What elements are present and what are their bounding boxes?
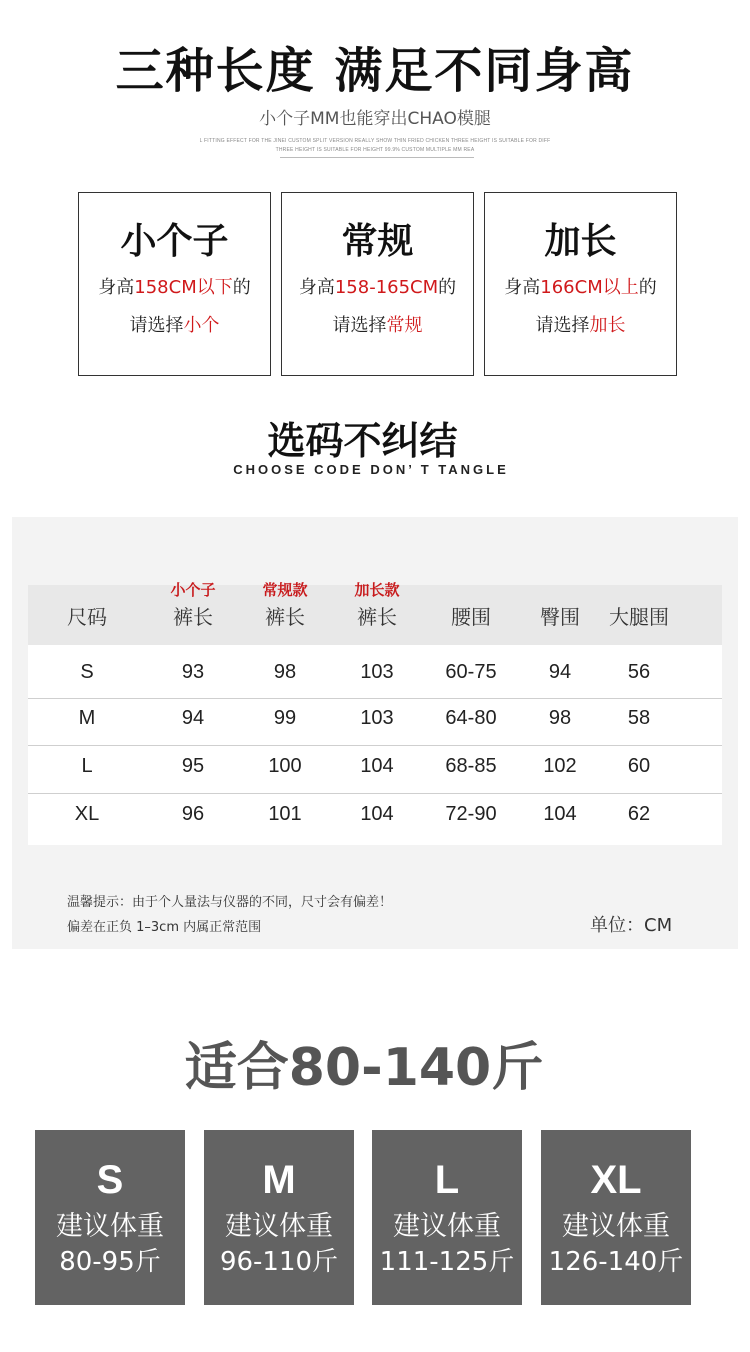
- length-option-title: 加长: [544, 221, 617, 262]
- size-cell: M: [78, 707, 96, 729]
- length-option-height: 身高166CM以上的: [504, 277, 657, 298]
- table-cell: 94: [548, 661, 572, 683]
- size-cell: L: [81, 755, 93, 777]
- table-cell: 104: [360, 803, 394, 825]
- weight-card-range: 80-95斤: [59, 1247, 161, 1277]
- table-cell: 101: [268, 803, 302, 825]
- table-cell: 56: [627, 661, 651, 683]
- length-option-height: 身高158-165CM的: [298, 277, 457, 298]
- weight-section-title: 适合80-140斤: [184, 1038, 544, 1098]
- table-cell: 68-85: [445, 755, 497, 777]
- length-option-height: 身高158CM以下的: [98, 277, 251, 298]
- length-option-choice: 请选择常规: [332, 315, 423, 336]
- table-cell: 93: [181, 661, 205, 683]
- row-divider: [28, 698, 722, 699]
- header-divider: [280, 157, 474, 158]
- table-cell: 60-75: [445, 661, 497, 683]
- length-tag: 小个子: [170, 581, 216, 599]
- weight-card-range: 96-110斤: [219, 1247, 339, 1277]
- weight-card-range: 126-140斤: [548, 1247, 684, 1277]
- length-tag: 加长款: [354, 581, 400, 599]
- column-header: 裤长: [173, 605, 213, 629]
- table-cell: 94: [181, 707, 205, 729]
- weight-card-label: 建议体重: [393, 1211, 501, 1242]
- weight-card-size: XL: [590, 1158, 642, 1202]
- table-cell: 60: [627, 755, 651, 777]
- measurement-note: 温馨提示：由于个人量法与仪器的不同，尺寸会有偏差！: [67, 895, 393, 910]
- table-cell: 98: [273, 661, 297, 683]
- fine-print-line-1: L FITTING EFFECT FOR THE JINEI CUSTOM SPLIT VERSION REALLY SHOW THIN FRIED CHICKEN THREE HEIGHT IS SUITABLE FOR DIFF: [199, 138, 551, 144]
- page-subtitle: 小个子MM也能穿出CHAO模腿: [259, 109, 491, 129]
- weight-card-size: M: [262, 1158, 296, 1202]
- column-header: 臀围: [540, 605, 580, 629]
- weight-card-l: [372, 1130, 522, 1305]
- page-title: 三种长度 满足不同身高: [115, 43, 635, 99]
- tolerance-note: 偏差在正负 1–3cm 内属正常范围: [67, 920, 262, 935]
- size-cell: XL: [74, 803, 100, 825]
- weight-card-xl: [541, 1130, 691, 1305]
- size-section-title: 选码不纠结: [267, 419, 458, 463]
- table-cell: 98: [548, 707, 572, 729]
- table-cell: 102: [543, 755, 577, 777]
- length-option-title: 小个子: [120, 221, 229, 262]
- column-header: 大腿围: [609, 605, 669, 629]
- fine-print-line-2: THREE HEIGHT IS SUITABLE FOR HEIGHT 99.9% CUSTOM MULTIPLE MM REA: [275, 147, 475, 153]
- length-option-petite: [78, 192, 271, 376]
- column-header: 腰围: [451, 605, 491, 629]
- unit-label: 单位：CM: [590, 915, 673, 936]
- weight-card-label: 建议体重: [225, 1211, 333, 1242]
- table-cell: 95: [181, 755, 205, 777]
- length-option-choice: 请选择小个: [129, 315, 220, 336]
- weight-card-size: S: [96, 1158, 124, 1202]
- weight-card-label: 建议体重: [562, 1211, 670, 1242]
- length-tag: 常规款: [262, 581, 308, 599]
- length-option-title: 常规: [341, 221, 414, 262]
- row-divider: [28, 793, 722, 794]
- weight-card-label: 建议体重: [56, 1211, 164, 1242]
- table-cell: 99: [273, 707, 297, 729]
- column-header: 尺码: [67, 605, 107, 629]
- size-section-subtitle: CHOOSE CODE DON’ T TANGLE: [233, 462, 509, 477]
- weight-card-size: L: [434, 1158, 460, 1202]
- length-option-long: [484, 192, 677, 376]
- table-cell: 62: [627, 803, 651, 825]
- column-header: 裤长: [357, 605, 397, 629]
- row-divider: [28, 745, 722, 746]
- weight-card-m: [204, 1130, 354, 1305]
- table-cell: 58: [627, 707, 651, 729]
- table-cell: 104: [360, 755, 394, 777]
- table-cell: 104: [543, 803, 577, 825]
- weight-card-s: [35, 1130, 185, 1305]
- size-table: [28, 581, 722, 845]
- weight-card-range: 111-125斤: [379, 1247, 515, 1277]
- length-option-regular: [281, 192, 474, 376]
- length-option-choice: 请选择加长: [535, 315, 626, 336]
- size-cell: S: [80, 661, 94, 683]
- table-cell: 96: [181, 803, 205, 825]
- table-cell: 103: [360, 707, 394, 729]
- column-header: 裤长: [265, 605, 305, 629]
- table-cell: 103: [360, 661, 394, 683]
- table-cell: 100: [268, 755, 302, 777]
- table-cell: 64-80: [445, 707, 497, 729]
- table-cell: 72-90: [445, 803, 497, 825]
